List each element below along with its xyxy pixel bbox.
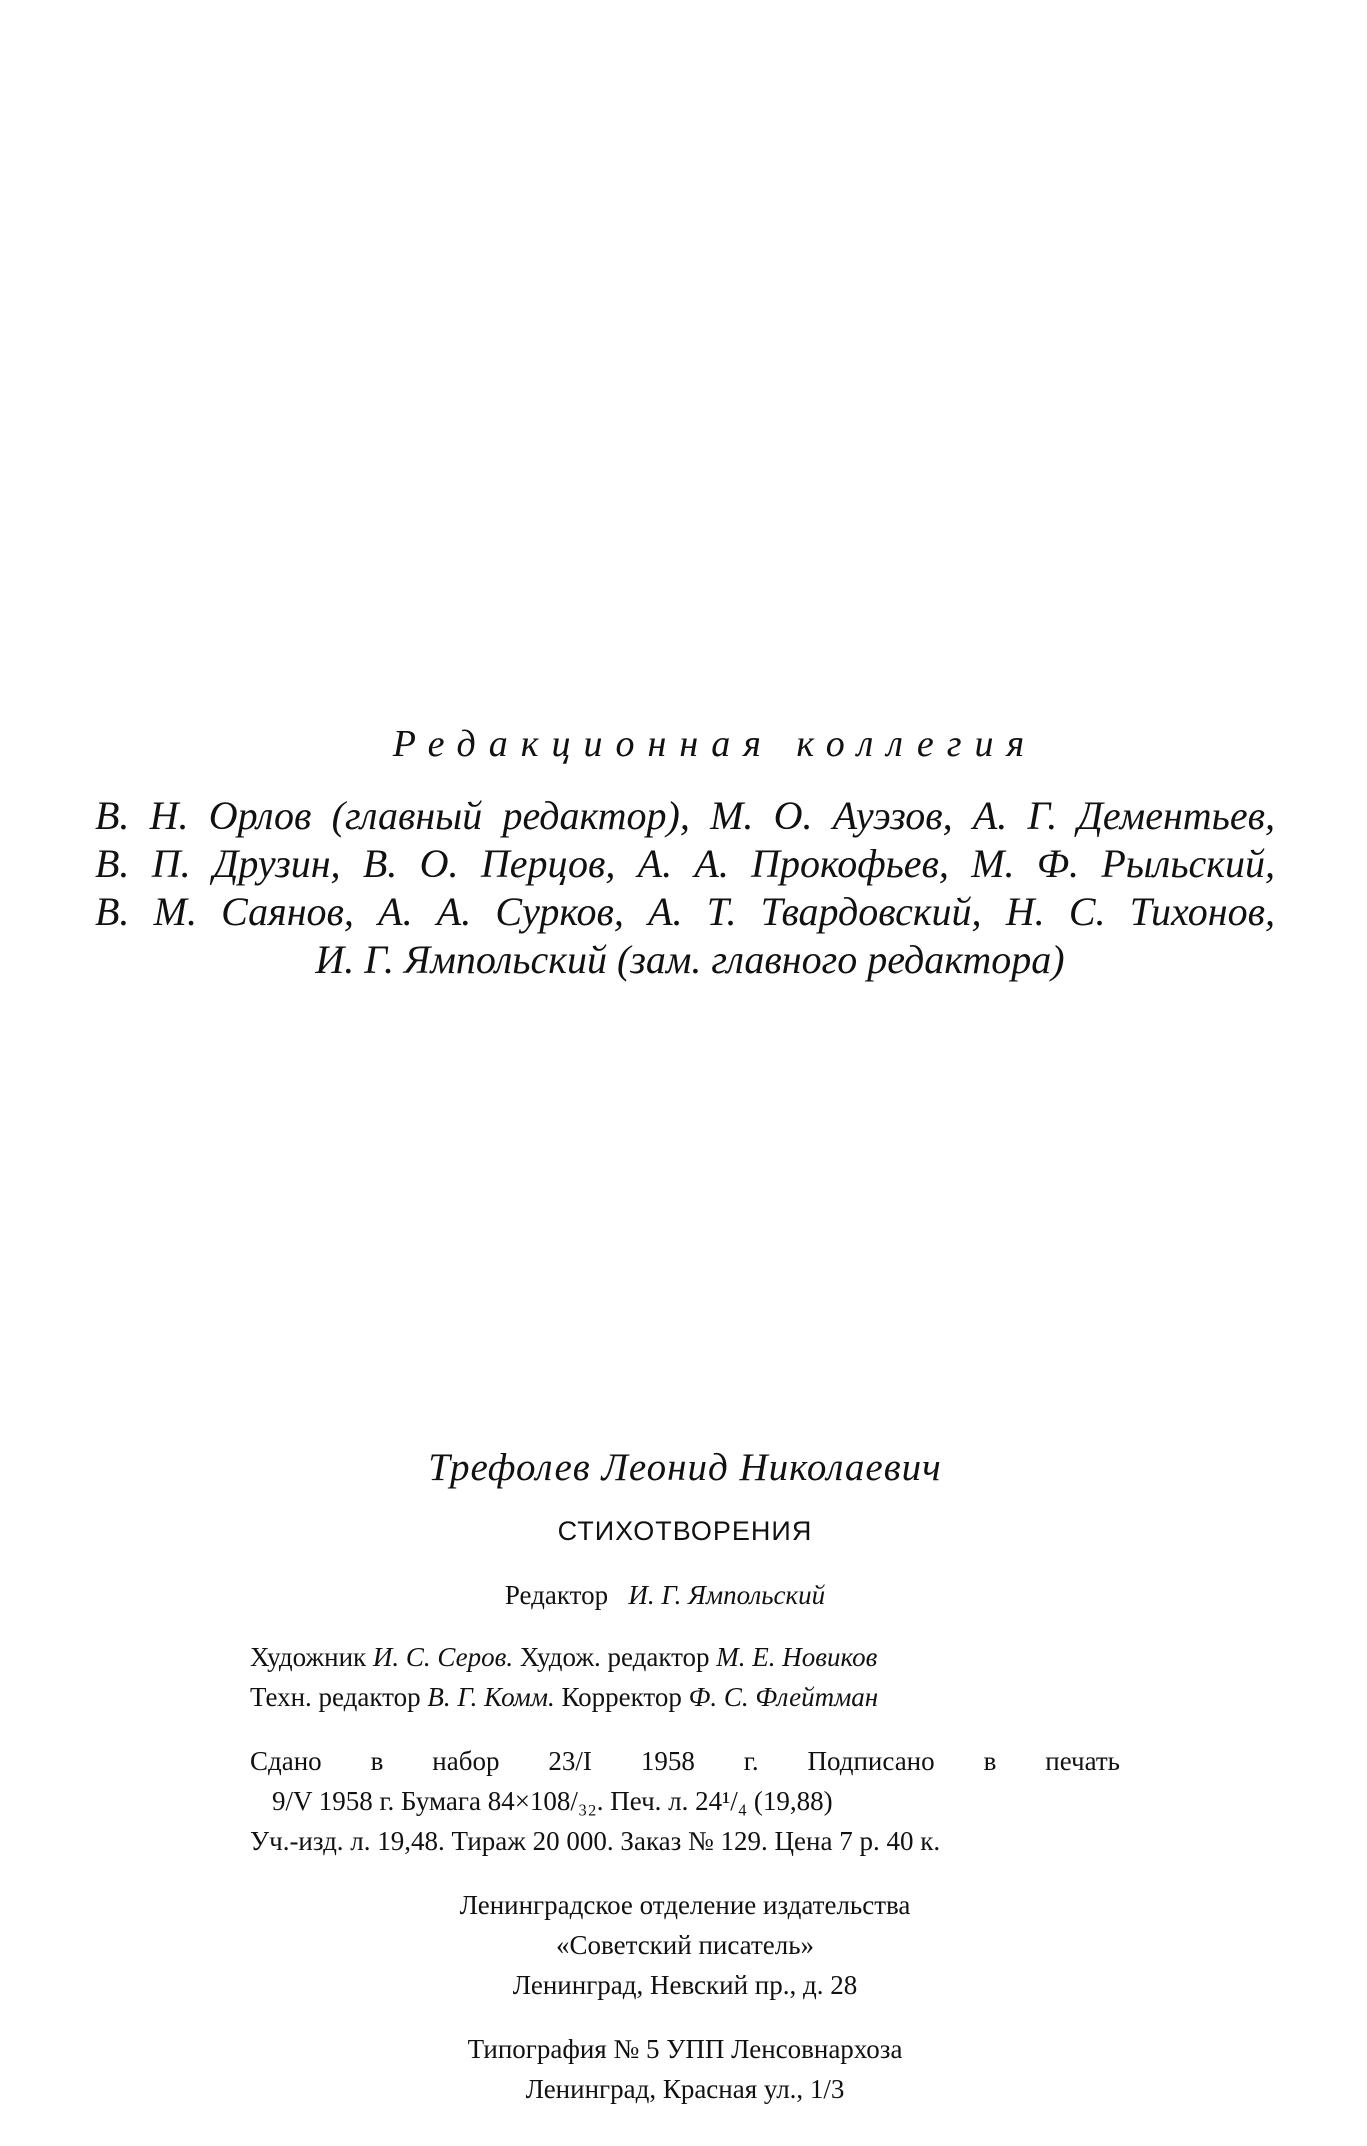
editor-label: Редактор <box>504 1580 609 1610</box>
author-name: Трефолев Леонид Николаевич <box>428 1446 942 1489</box>
colophon <box>250 1445 1120 2109</box>
editor-name: И. Г. Ямпольский <box>628 1580 826 1610</box>
printer-line: Ленинград, Красная ул., 1/3 <box>525 2074 845 2104</box>
tech-editor-label: Техн. редактор <box>250 1682 421 1712</box>
art-editor-label: Худож. редактор <box>519 1642 710 1672</box>
publisher-line: Ленинградское отделение издательства <box>459 1890 911 1920</box>
proofreader-label: Корректор <box>561 1682 682 1712</box>
editorial-board-heading: Редакционная коллегия <box>392 723 1038 765</box>
book-title: СТИХОТВОРЕНИЯ <box>557 1516 813 1546</box>
publisher-line: «Советский писатель» <box>555 1930 815 1960</box>
art-editor-name: М. Е. Новиков <box>716 1642 878 1672</box>
print-info-line: Уч.-изд. л. 19,48. Тираж 20 000. Заказ № 129. Цена 7 р. 40 к. <box>250 1826 941 1856</box>
tech-editor-name: В. Г. Комм. <box>427 1682 555 1712</box>
artist-name: И. С. Серов. <box>372 1642 514 1672</box>
artist-credit <box>250 1637 1120 1677</box>
proofreader-name: Ф. С. Флейтман <box>688 1682 879 1712</box>
artist-label: Художник <box>250 1642 367 1672</box>
editorial-board-line: В. П. Друзин, В. О. Перцов, А. А. Прокофьев, М. Ф. Рыльский, <box>95 841 1275 886</box>
printer-line: Типография № 5 УПП Ленсовнархоза <box>467 2034 903 2064</box>
print-info-line: Сдано в набор 23/I 1958 г. Подписано в печать <box>250 1746 1120 1776</box>
editorial-board-line: И. Г. Ямпольский (зам. главного редактора) <box>315 937 1065 982</box>
editorial-board-line: В. М. Саянов, А. А. Сурков, А. Т. Твардовский, Н. С. Тихонов, <box>95 889 1275 934</box>
tech-credit <box>250 1677 1120 1717</box>
editor-credit <box>250 1575 1120 1615</box>
editorial-board-line: В. Н. Орлов (главный редактор), М. О. Ауэзов, А. Г. Дементьев, <box>95 793 1275 838</box>
editorial-board <box>95 722 1275 984</box>
print-info-line: 9/V 1958 г. Бумага 84×108/₃₂. Печ. л. 24¹/₄ (19,88) <box>272 1786 833 1816</box>
publisher-line: Ленинград, Невский пр., д. 28 <box>512 1970 858 2000</box>
